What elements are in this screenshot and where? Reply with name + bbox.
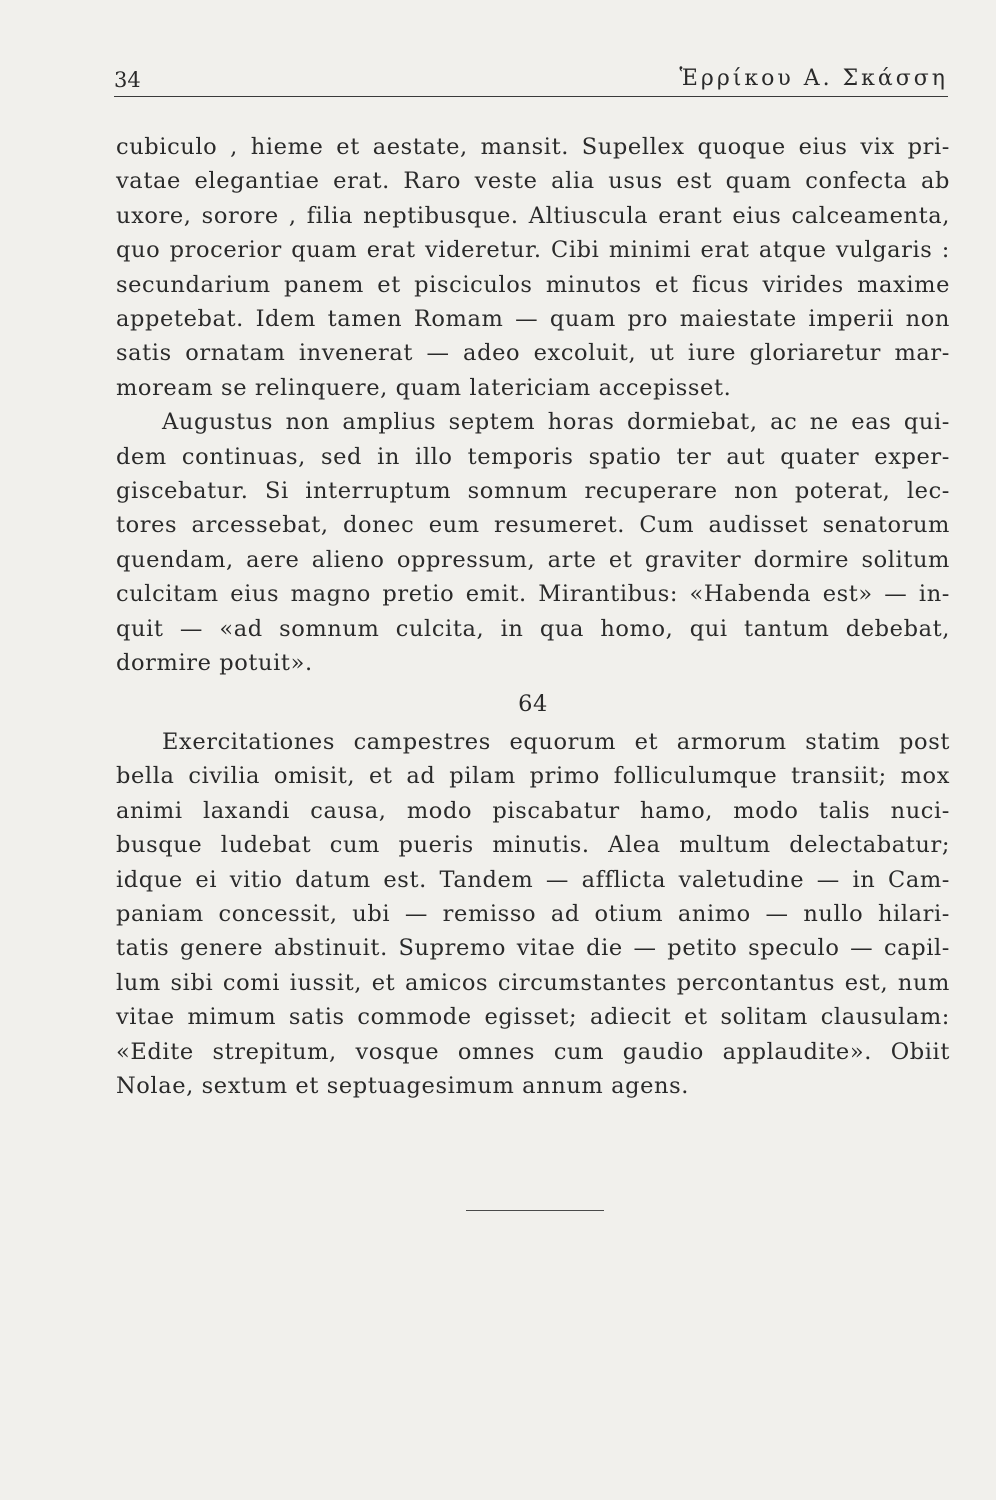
text-line: Augustus non amplius septem horas dormiebat, ac ne eas qui- — [162, 409, 950, 436]
text-line: idque ei vitio datum est. Tandem — afflicta valetudine — in Cam- — [116, 866, 950, 893]
text-line: busque ludebat cum pueris minutis. Alea multum delectabatur; — [116, 832, 950, 859]
paragraph — [116, 725, 950, 1103]
section-number: 64 — [518, 690, 548, 717]
text-line: paniam concessit, ubi — remisso ad otium animo — nullo hilari- — [116, 900, 950, 927]
text-line: appetebat. Idem tamen Romam — quam pro maiestate imperii non — [116, 306, 950, 333]
text-line: animi laxandi causa, modo piscabatur hamo, modo talis nuci- — [116, 797, 950, 824]
text-line: quit — «ad somnum culcita, in qua homo, qui tantum debebat, — [116, 615, 950, 642]
text-line: moream se relinquere, quam latericiam accepisset. — [116, 374, 732, 401]
text-line: satis ornatam invenerat — adeo excoluit, ut iure gloriaretur mar- — [116, 340, 950, 367]
text-line: bella civilia omisit, et ad pilam primo folliculumque transiit; mox — [116, 763, 950, 790]
body-text — [116, 130, 950, 1103]
text-line: giscebatur. Si interruptum somnum recuperare non poterat, lec- — [116, 478, 950, 505]
paragraph — [116, 130, 950, 405]
text-line: quendam, aere alieno oppressum, arte et graviter dormire solitum — [116, 546, 950, 573]
page-number: 34 — [114, 68, 141, 92]
text-line: secundarium panem et pisciculos minutos et ficus virides maxime — [116, 271, 950, 298]
running-head: Ἑρρίκου Α. Σκάσση — [679, 66, 948, 91]
text-line: dem continuas, sed in illo temporis spatio ter aut quater exper- — [116, 443, 950, 470]
text-line: tatis genere abstinuit. Supremo vitae die — petito speculo — capil- — [116, 935, 950, 962]
text-line: cubiculo , hieme et aestate, mansit. Supellex quoque eius vix pri- — [116, 134, 950, 160]
text-line: vitae mimum satis commode egisset; adiecit et solitam clausulam: — [116, 1004, 950, 1031]
text-line: Exercitationes campestres equorum et armorum statim post — [162, 728, 950, 755]
end-rule — [466, 1210, 604, 1211]
text-line: lum sibi comi iussit, et amicos circumstantes percontantus est, num — [116, 969, 950, 996]
page-header — [114, 62, 948, 97]
text-line: culcitam eius magno pretio emit. Mirantibus: «Habenda est» — in- — [116, 581, 950, 608]
text-line: vatae elegantiae erat. Raro veste alia usus est quam confecta ab — [116, 168, 950, 195]
text-line: tores arcessebat, donec eum resumeret. Cum audisset senatorum — [116, 512, 950, 539]
text-line: dormire potuit». — [116, 650, 313, 677]
paragraph — [116, 405, 950, 680]
text-line: Nolae, sextum et septuagesimum annum agens. — [116, 1072, 690, 1099]
text-line: uxore, sorore , filia neptibusque. Altiuscula erant eius calceamenta, — [116, 202, 950, 229]
text-line: quo procerior quam erat videretur. Cibi minimi erat atque vulgaris : — [116, 237, 950, 264]
text-line: «Edite strepitum, vosque omnes cum gaudio applaudite». Obiit — [116, 1038, 950, 1065]
